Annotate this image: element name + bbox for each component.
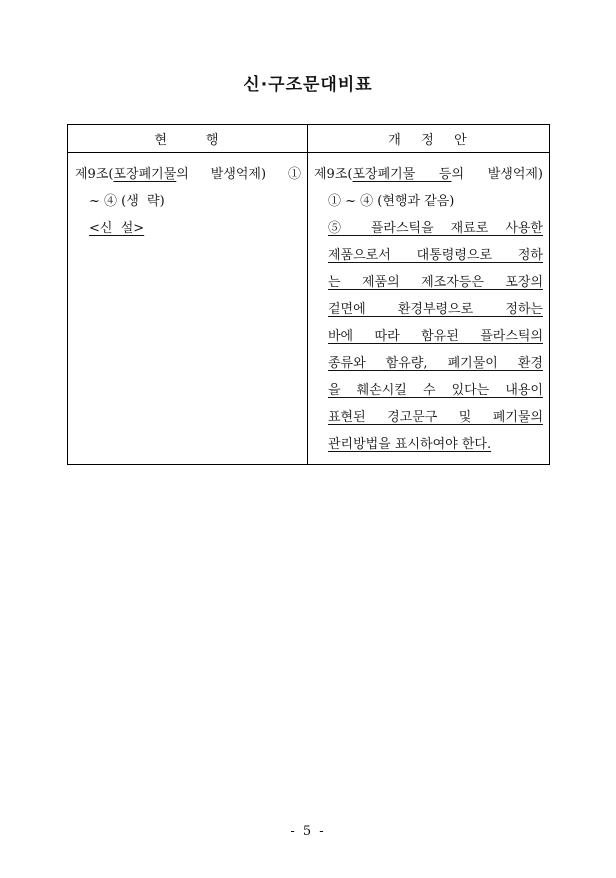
header-revised: 개 정 안	[308, 125, 550, 153]
current-article-prefix: 제9조(	[75, 167, 114, 182]
revised-paragraph-line: 는 제품의 제조자등은 포장의	[328, 275, 543, 290]
revised-paragraph-line: 을 훼손시킬 수 있다는 내용이	[328, 383, 543, 398]
revised-article-heading	[314, 161, 543, 188]
current-article-heading	[75, 161, 301, 188]
revised-paragraph-line: 종류와 함유량, 폐기물이 환경	[328, 356, 543, 371]
revised-paragraph-line: 표현된 경고문구 및 폐기물의	[328, 410, 543, 425]
current-cell	[68, 153, 308, 465]
revised-article-prefix: 제9조(	[314, 167, 353, 182]
current-line-new	[75, 215, 301, 242]
header-row	[68, 125, 550, 153]
revised-cell	[308, 153, 550, 465]
page-number: - 5 -	[290, 824, 326, 839]
revised-paragraph-line: 관리방법을 표시하여야 한다.	[328, 437, 492, 452]
revised-line-same: ① ~ ④ (현행과 같음)	[328, 194, 455, 209]
revised-paragraph-line: 겉면에 환경부령으로 정하는	[328, 302, 543, 317]
current-line-omitted: ~ ④ (생 략)	[89, 194, 165, 209]
revised-article-underlined: 포장폐기물 등	[352, 167, 452, 182]
revised-paragraph-line: ⑤ 플라스틱을 재료로 사용한	[328, 221, 543, 236]
revised-paragraph-line: 제품으로서 대통령령으로 정하	[328, 248, 543, 263]
current-article-suffix: 의 발생억제) ①	[176, 167, 301, 182]
comparison-table	[67, 124, 550, 465]
current-article-underlined: 포장폐기물	[113, 167, 177, 182]
header-current: 현 행	[68, 125, 308, 153]
current-new-marker: <신 설>	[89, 221, 145, 236]
page-title: 신·구조문대비표	[243, 75, 373, 95]
revised-paragraph-line: 바에 따라 함유된 플라스틱의	[328, 329, 543, 344]
content-row	[68, 153, 550, 465]
revised-article-suffix: 의 발생억제)	[451, 167, 543, 182]
